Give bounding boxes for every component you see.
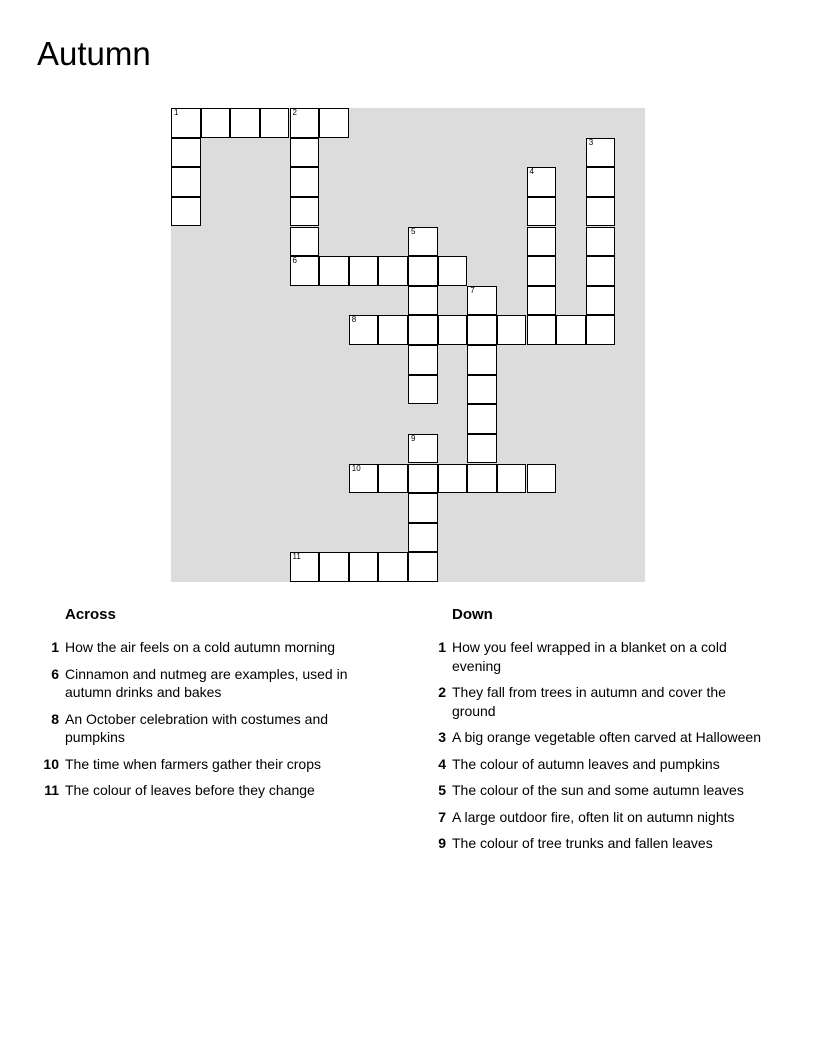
crossword-cell[interactable] (527, 227, 557, 257)
crossword-cell[interactable] (467, 345, 497, 375)
cell-number: 8 (351, 315, 357, 325)
cell-number: 1 (174, 108, 179, 117)
crossword-cell[interactable] (467, 315, 497, 345)
crossword-cell[interactable] (290, 108, 320, 138)
across-heading: Across (65, 606, 116, 623)
down-clues (424, 606, 764, 861)
crossword-cell[interactable] (171, 138, 201, 168)
clue-number: 9 (438, 835, 446, 851)
across-clue (37, 638, 377, 657)
clue-number: 5 (438, 782, 446, 798)
crossword-cell[interactable] (586, 256, 616, 286)
across-clue (37, 755, 377, 774)
crossword-cell[interactable] (201, 108, 231, 138)
crossword-cell[interactable] (290, 167, 320, 197)
clue-number: 11 (44, 782, 59, 798)
down-heading: Down (452, 606, 493, 623)
crossword-cell[interactable] (586, 286, 616, 316)
clue-number: 7 (438, 808, 446, 825)
clue-text: Cinnamon and nutmeg are examples, used in autumn drinks and bakes (65, 665, 348, 700)
crossword-grid (171, 108, 645, 582)
crossword-cell[interactable] (467, 464, 497, 494)
crossword-cell[interactable] (467, 434, 497, 464)
crossword-cell[interactable] (527, 286, 557, 316)
crossword-cell[interactable] (467, 375, 497, 405)
clue-text: An October celebration with costumes and pumpkins (65, 710, 329, 745)
crossword-cell[interactable] (527, 464, 557, 494)
page-title: Autumn (37, 35, 151, 72)
clue-text: The colour of autumn leaves and pumpkins (452, 755, 720, 772)
across-clue-list (37, 638, 377, 800)
crossword-cell[interactable] (527, 167, 557, 197)
cell-number: 3 (588, 137, 594, 147)
across-clue (37, 710, 377, 747)
crossword-cell[interactable] (349, 315, 379, 345)
crossword-cell[interactable] (408, 256, 438, 286)
clue-number: 10 (43, 755, 59, 772)
clue-number: 4 (438, 755, 446, 772)
cell-number: 10 (351, 463, 361, 473)
down-clue (424, 683, 764, 720)
clue-number: 2 (438, 684, 446, 700)
crossword-cell[interactable] (497, 464, 527, 494)
crossword-cell[interactable] (349, 256, 379, 286)
clue-number: 8 (51, 710, 59, 727)
crossword-cell[interactable] (408, 464, 438, 494)
down-clue (424, 834, 764, 853)
cell-number: 5 (411, 226, 416, 236)
crossword-cell[interactable] (497, 315, 527, 345)
clue-text: The colour of tree trunks and fallen leaves (452, 835, 713, 851)
crossword-cell[interactable] (349, 552, 379, 582)
clue-text: The colour of leaves before they change (65, 782, 315, 798)
clue-number: 1 (438, 639, 446, 655)
crossword-cell[interactable] (171, 197, 201, 227)
across-clue (37, 781, 377, 800)
down-clue-list (424, 638, 764, 853)
crossword-cell[interactable] (556, 315, 586, 345)
crossword-cell[interactable] (319, 108, 349, 138)
down-clue (424, 755, 764, 774)
crossword-cell[interactable] (467, 404, 497, 434)
crossword-cell[interactable] (171, 108, 201, 138)
down-clue (424, 728, 764, 747)
crossword-cell[interactable] (378, 464, 408, 494)
cell-number: 7 (470, 285, 475, 295)
crossword-cell[interactable] (290, 227, 320, 257)
crossword-cell[interactable] (408, 493, 438, 523)
crossword-cell[interactable] (408, 345, 438, 375)
crossword-cell[interactable] (378, 552, 408, 582)
cell-number: 6 (292, 256, 297, 266)
down-clue (424, 638, 764, 675)
crossword-cell[interactable] (408, 286, 438, 316)
crossword-cell[interactable] (319, 256, 349, 286)
across-clues (37, 606, 377, 808)
clue-text: How you feel wrapped in a blanket on a cold evening (452, 639, 727, 674)
crossword-cell[interactable] (349, 464, 379, 494)
clue-text: They fall from trees in autumn and cover the ground (452, 684, 726, 719)
cell-number: 2 (292, 108, 297, 117)
crossword-cell[interactable] (438, 256, 468, 286)
crossword-cell[interactable] (408, 523, 438, 553)
clue-text: A large outdoor fire, often lit on autumn nights (452, 808, 735, 825)
crossword-cell[interactable] (527, 256, 557, 286)
clue-number: 6 (51, 665, 59, 682)
crossword-cell[interactable] (586, 197, 616, 227)
clue-text: The time when farmers gather their crops (65, 755, 321, 772)
crossword-cell[interactable] (586, 138, 616, 168)
clue-text: A big orange vegetable often carved at Halloween (452, 729, 761, 745)
crossword-cell[interactable] (467, 286, 497, 316)
crossword-cell[interactable] (171, 167, 201, 197)
crossword-cell[interactable] (378, 256, 408, 286)
crossword-cell[interactable] (527, 315, 557, 345)
crossword-cell[interactable] (408, 552, 438, 582)
crossword-cell[interactable] (230, 108, 260, 138)
crossword-cell[interactable] (290, 256, 320, 286)
clue-text: The colour of the sun and some autumn leaves (452, 782, 744, 798)
crossword-cell[interactable] (290, 138, 320, 168)
crossword-cell[interactable] (408, 315, 438, 345)
across-clue (37, 665, 377, 702)
crossword-cell[interactable] (438, 464, 468, 494)
down-clue (424, 808, 764, 827)
cell-number: 4 (529, 167, 534, 177)
crossword-cell[interactable] (586, 167, 616, 197)
clue-text: How the air feels on a cold autumn morning (65, 639, 336, 655)
crossword-cell[interactable] (260, 108, 290, 138)
crossword-cell[interactable] (319, 552, 349, 582)
cell-number: 9 (411, 433, 416, 443)
clue-number: 3 (438, 729, 446, 745)
crossword-cell[interactable] (408, 227, 438, 257)
clue-number: 1 (51, 639, 59, 655)
crossword-cell[interactable] (408, 434, 438, 464)
crossword-cell[interactable] (290, 552, 320, 582)
crossword-cell[interactable] (378, 315, 408, 345)
cell-number: 11 (292, 552, 301, 562)
crossword-cell[interactable] (290, 197, 320, 227)
crossword-cell[interactable] (527, 197, 557, 227)
crossword-cell[interactable] (408, 375, 438, 405)
down-clue (424, 781, 764, 800)
crossword-cell[interactable] (586, 315, 616, 345)
crossword-cell[interactable] (586, 227, 616, 257)
crossword-cell[interactable] (438, 315, 468, 345)
